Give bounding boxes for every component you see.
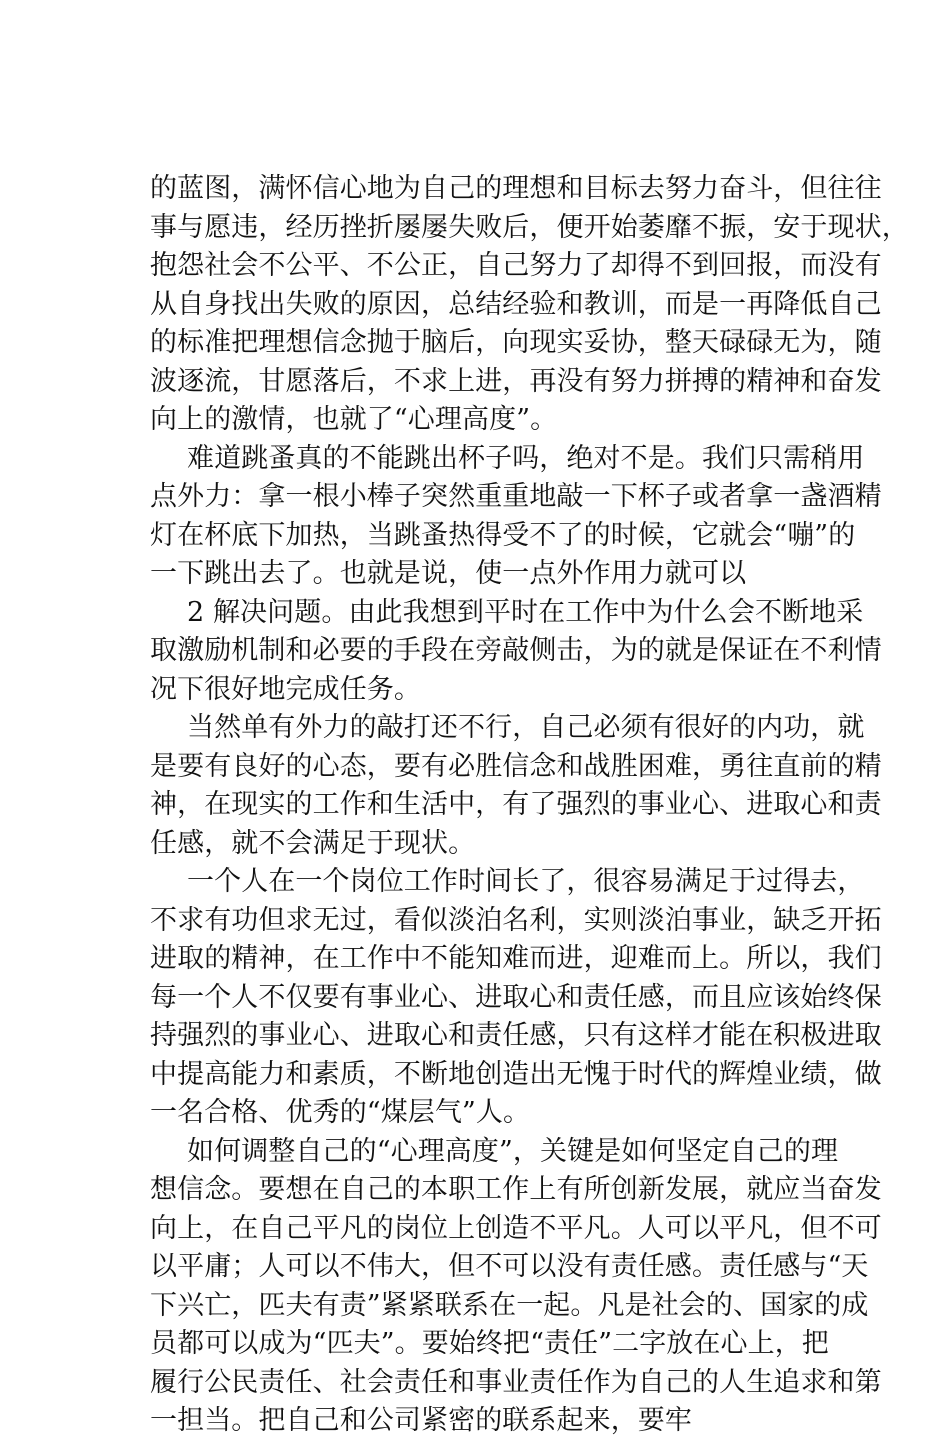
- text-line: 是要有良好的心态，要有必胜信念和战胜困难，勇往直前的精: [150, 750, 882, 782]
- text-line: 向上，在自己平凡的岗位上创造不平凡。人可以平凡，但不可: [150, 1212, 882, 1244]
- text-line: 灯在杯底下加热，当跳蚤热得受不了的时候，它就会“嘣”的: [150, 519, 856, 551]
- text-line: 从自身找出失败的原因，总结经验和教训，而是一再降低自己: [150, 288, 882, 320]
- text-line: 取激励机制和必要的手段在旁敲侧击，为的就是保证在不利情: [150, 635, 882, 666]
- text-line: 不求有功但求无过，看似淡泊名利，实则淡泊事业，缺乏开拓: [150, 904, 882, 936]
- text-line: 想信念。要想在自己的本职工作上有所创新发展，就应当奋发: [150, 1174, 882, 1205]
- paragraph-first-line: 一个人在一个岗位工作时间长了，很容易满足于过得去，: [187, 866, 865, 897]
- text-line: 下兴亡，匹夫有责”紧紧联系在一起。凡是社会的、国家的成: [150, 1289, 869, 1321]
- text-line: 履行公民责任、社会责任和事业责任作为自己的人生追求和第: [150, 1366, 882, 1398]
- text-line: 抱怨社会不公平、不公正，自己努力了却得不到回报，而没有: [150, 250, 882, 281]
- paragraph-first-line: 当然单有外力的敲打还不行，自己必须有很好的内功，就: [187, 712, 865, 743]
- text-line: 一担当。把自己和公司紧密的联系起来，要牢: [150, 1405, 692, 1436]
- text-line: 进取的精神，在工作中不能知难而进，迎难而上。所以，我们: [150, 943, 882, 974]
- text-line: 员都可以成为“匹夫”。要始终把“责任”二字放在心上，把: [150, 1328, 829, 1359]
- text-line: 持强烈的事业心、进取心和责任感，只有这样才能在积极进取: [150, 1020, 882, 1051]
- text-line: 神，在现实的工作和生活中，有了强烈的事业心、进取心和责: [150, 789, 882, 820]
- text-line: 以平庸；人可以不伟大，但不可以没有责任感。责任感与“天: [150, 1251, 869, 1282]
- text-line: 一名合格、优秀的“煤层气”人。: [150, 1097, 531, 1128]
- text-line: 况下很好地完成任务。: [150, 673, 421, 705]
- text-line: 事与愿违，经历挫折屡屡失败后，便开始萎靡不振，安于现状，: [150, 211, 909, 243]
- text-line: 的标准把理想信念抛于脑后，向现实妥协，整天碌碌无为，随: [150, 327, 882, 358]
- paragraph-first-line: 如何调整自己的“心理高度”，关键是如何坚定自己的理: [187, 1135, 839, 1167]
- text-line: 每一个人不仅要有事业心、进取心和责任感，而且应该始终保: [150, 981, 882, 1013]
- paragraph-first-line: 难道跳蚤真的不能跳出杯子吗，绝对不是。我们只需稍用: [187, 442, 865, 474]
- body-text: [150, 170, 909, 1441]
- text-line: 任感，就不会满足于现状。: [150, 827, 476, 859]
- text-line: 的蓝图，满怀信心地为自己的理想和目标去努力奋斗，但往往: [150, 173, 882, 204]
- text-line: 一下跳出去了。也就是说，使一点外作用力就可以: [150, 558, 747, 589]
- text-line: 向上的激情，也就了“心理高度”。: [150, 404, 558, 435]
- text-line: 中提高能力和素质，不断地创造出无愧于时代的辉煌业绩，做: [150, 1058, 882, 1090]
- text-line: 点外力：拿一根小棒子突然重重地敲一下杯子或者拿一盏酒精: [150, 481, 882, 512]
- text-line: 波逐流，甘愿落后，不求上进，再没有努力拼搏的精神和奋发: [150, 365, 882, 397]
- paragraph-first-line: 2 解决问题。由此我想到平时在工作中为什么会不断地采: [187, 596, 864, 628]
